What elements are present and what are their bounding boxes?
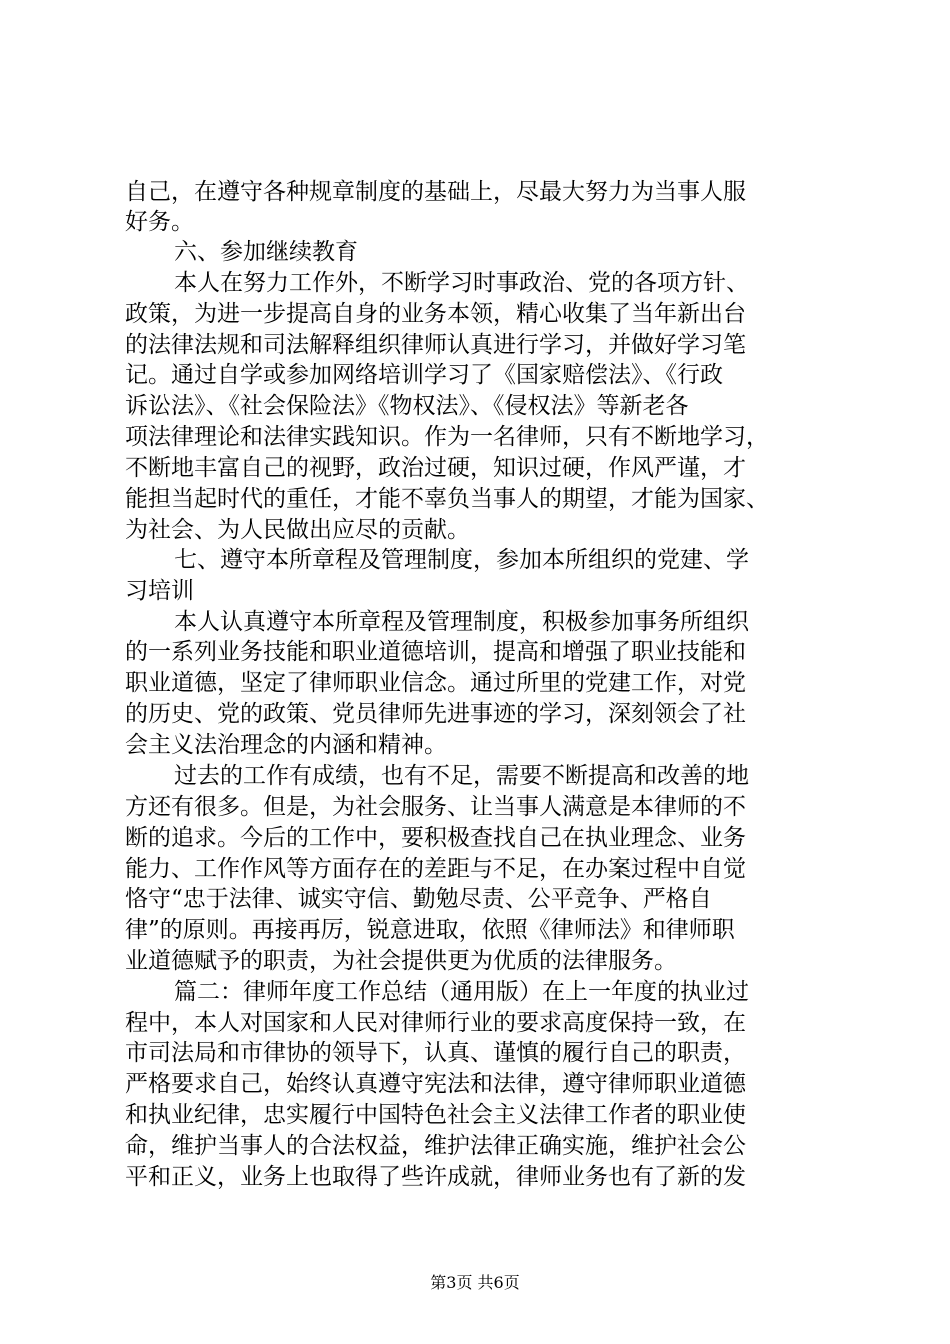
text-line: 程中，本人对国家和人民对律师行业的要求高度保持一致，在 (125, 1010, 746, 1036)
text-line: 诉讼法》、《社会保险法》《物权法》、《侵权法》等新老各 (125, 393, 689, 419)
text-line: 篇二：律师年度工作总结（通用版）在上一年度的执业过 (174, 979, 749, 1005)
text-line: 过去的工作有成绩，也有不足，需要不断提高和改善的地 (174, 763, 749, 789)
text-line: 方还有很多。但是，为社会服务、让当事人满意是本律师的不 (125, 794, 746, 820)
text-line: 的历史、党的政策、党员律师先进事迹的学习，深刻领会了社 (125, 701, 746, 727)
text-line: 好务。 (125, 209, 194, 235)
text-line: 业道德赋予的职责，为社会提供更为优质的法律服务。 (125, 948, 677, 974)
text-line: 的法律法规和司法解释组织律师认真进行学习，并做好学习笔 (125, 332, 746, 358)
section-heading: 六、参加继续教育 (174, 239, 358, 265)
text-line: 自己，在遵守各种规章制度的基础上，尽最大努力为当事人服 (125, 179, 746, 205)
text-line: 恪守“忠于法律、诚实守信、勤勉尽责、公平竞争、严格自 (125, 886, 712, 912)
text-line: 政策，为进一步提高自身的业务本领，精心收集了当年新出台 (125, 301, 746, 327)
page-number: 第3页 共6页 (430, 1273, 520, 1292)
text-line: 断的追求。今后的工作中，要积极查找自己在执业理念、业务 (125, 825, 746, 851)
section-heading: 七、遵守本所章程及管理制度，参加本所组织的党建、学 (174, 547, 749, 573)
text-line: 能力、工作作风等方面存在的差距与不足，在办案过程中自觉 (125, 856, 746, 882)
text-line: 律”的原则。再接再厉，锐意进取，依照《律师法》和律师职 (125, 917, 735, 943)
section-heading-continued: 习培训 (125, 578, 194, 604)
text-line: 本人在努力工作外，不断学习时事政治、党的各项方针、 (174, 270, 749, 296)
text-line: 项法律理论和法律实践知识。作为一名律师，只有不断地学习， (125, 424, 769, 450)
text-line: 本人认真遵守本所章程及管理制度，积极参加事务所组织 (174, 609, 749, 635)
text-line: 的一系列业务技能和职业道德培训，提高和增强了职业技能和 (125, 639, 746, 665)
text-line: 能担当起时代的重任，才能不辜负当事人的期望，才能为国家、 (125, 486, 769, 512)
text-line: 不断地丰富自己的视野，政治过硬，知识过硬，作风严谨，才 (125, 455, 746, 481)
text-line: 记。通过自学或参加网络培训学习了《国家赔偿法》、《行政 (125, 362, 723, 388)
text-line: 会主义法治理念的内涵和精神。 (125, 732, 447, 758)
text-line: 市司法局和市律协的领导下，认真、谨慎的履行自己的职责， (125, 1040, 746, 1066)
text-line: 严格要求自己，始终认真遵守宪法和法律，遵守律师职业道德 (125, 1071, 746, 1097)
text-line: 命，维护当事人的合法权益，维护法律正确实施，维护社会公 (125, 1133, 746, 1159)
text-line: 为社会、为人民做出应尽的贡献。 (125, 517, 470, 543)
text-line: 和执业纪律，忠实履行中国特色社会主义法律工作者的职业使 (125, 1102, 746, 1128)
text-line: 职业道德，坚定了律师职业信念。通过所里的党建工作，对党 (125, 670, 746, 696)
text-line: 平和正义，业务上也取得了些许成就，律师业务也有了新的发 (125, 1164, 746, 1190)
